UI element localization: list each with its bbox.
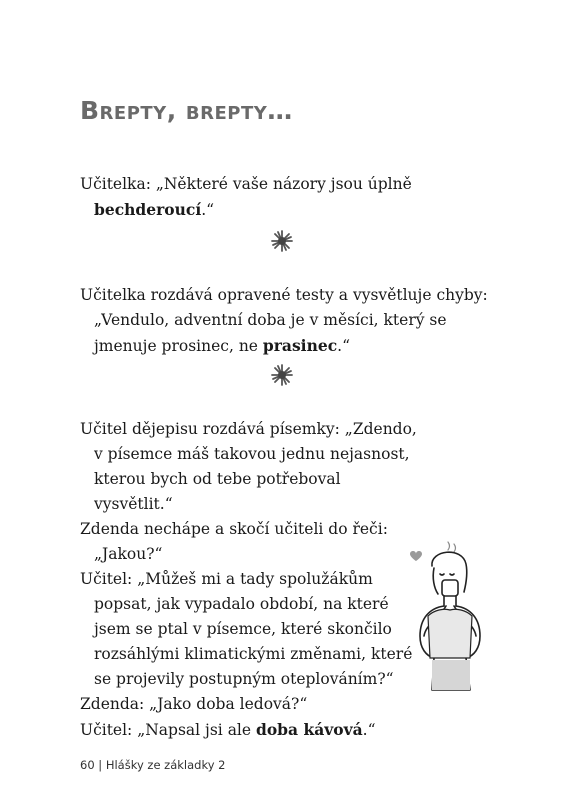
book-title: Hlášky ze základky 2 xyxy=(105,758,226,772)
joke-3-line-2: v písemce máš takovou jednu nejasnost, xyxy=(94,445,410,463)
joke-3-line-5: Zdenda nechápe a skočí učiteli do řeči: xyxy=(80,520,388,538)
joke-3-line-10: rozsáhlými klimatickými změnami, které xyxy=(94,645,413,663)
joke-2 xyxy=(80,283,488,359)
joke-3-line-1: Učitel dějepisu rozdává písemky: „Zdendo, xyxy=(80,420,417,438)
joke-3-line-11: se projevily postupným oteplováním?“ xyxy=(94,670,394,688)
line-start: Učitel: „Napsal jsi ale xyxy=(80,721,256,739)
page-footer xyxy=(80,758,226,772)
joke-2-line-2: „Vendulo, adventní doba je v měsíci, který se xyxy=(94,311,447,329)
line-end: .“ xyxy=(201,201,215,219)
coffee-drinker-illustration xyxy=(404,540,496,706)
line-end: .“ xyxy=(337,337,350,355)
joke-1 xyxy=(80,172,480,223)
joke-3-line-9: jsem se ptal v písemce, které skončilo xyxy=(94,620,392,638)
joke-3-line-3: kterou bych od tebe potřeboval xyxy=(94,470,341,488)
joke-3-line-6: „Jakou?“ xyxy=(94,545,163,563)
joke-2-line-3 xyxy=(80,333,480,359)
heart-icon xyxy=(410,551,422,561)
joke-2-line-1: Učitelka rozdává opravené testy a vysvětluje chyby: xyxy=(80,286,488,304)
joke-3-line-13 xyxy=(80,717,480,743)
joke-1-line-2 xyxy=(80,197,480,223)
page-title: Brepty, brepty… xyxy=(80,96,293,125)
footer-separator: | xyxy=(98,758,103,772)
bold-word: bechderoucí xyxy=(94,200,202,219)
page-number: 60 xyxy=(80,758,95,772)
joke-1-line-1: Učitelka: „Některé vaše názory jsou úplně xyxy=(80,175,412,193)
bold-word: prasinec xyxy=(262,336,338,355)
joke-3-line-12: Zdenda: „Jako doba ledová?“ xyxy=(80,695,308,713)
separator-star-icon xyxy=(270,229,294,253)
joke-3-line-7: Učitel: „Můžeš mi a tady spolužákům xyxy=(80,570,373,588)
line-start: jmenuje prosinec, ne xyxy=(94,337,263,355)
line-end: .“ xyxy=(362,721,376,739)
joke-3-line-8: popsat, jak vypadalo období, na které xyxy=(94,595,389,613)
separator-star-icon xyxy=(270,363,294,387)
joke-3-line-4: vysvětlit.“ xyxy=(94,495,173,513)
bold-word: doba kávová xyxy=(256,720,363,739)
